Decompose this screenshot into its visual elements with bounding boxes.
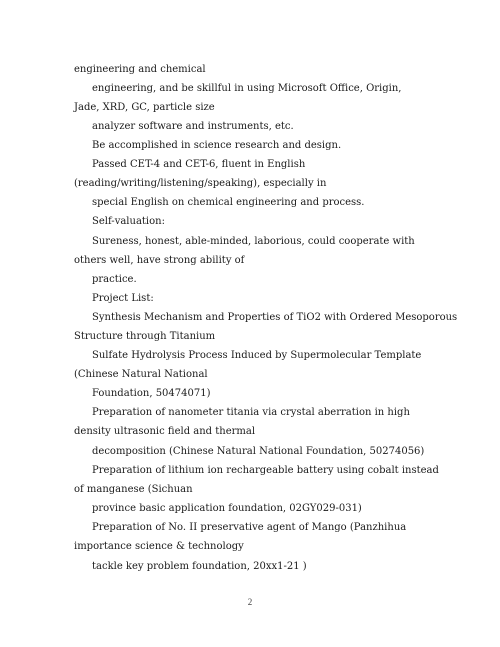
text-line-15: Structure through Titanium [74,331,216,342]
text-line-19: Preparation of nanometer titania via crystal aberration in high [92,407,410,418]
page-number: 2 [247,597,253,607]
text-line-21: decomposition (Chinese Natural National Foundation, 50274056) [92,446,425,457]
text-line-5: Be accomplished in science research and design. [92,140,342,151]
text-line-9: Self-valuation: [92,216,165,227]
text-line-6: Passed CET-4 and CET-6, fluent in English [92,159,306,170]
text-line-25: Preparation of No. II preservative agent of Mango (Panzhihua [92,522,407,533]
text-line-7: (reading/writing/listening/speaking), especially in [74,178,327,189]
text-line-14: Synthesis Mechanism and Properties of TiO2 with Ordered Mesoporous [92,312,458,323]
text-line-10: Sureness, honest, able-minded, laborious, could cooperate with [92,236,415,247]
text-line-2: engineering, and be skillful in using Microsoft Office, Origin, [92,83,402,94]
text-line-22: Preparation of lithium ion rechargeable battery using cobalt instead [92,465,439,476]
text-line-4: analyzer software and instruments, etc. [92,121,294,132]
text-line-8: special English on chemical engineering and process. [92,197,365,208]
text-line-20: density ultrasonic field and thermal [74,426,256,437]
text-line-24: province basic application foundation, 02GY029-031) [92,503,362,514]
text-line-27: tackle key problem foundation, 20xx1-21 ) [92,561,307,572]
text-line-13: Project List: [92,293,154,304]
text-line-1: engineering and chemical [74,64,206,75]
text-line-18: Foundation, 50474071) [92,388,211,399]
text-line-23: of manganese (Sichuan [74,484,193,495]
text-line-3: Jade, XRD, GC, particle size [74,102,215,113]
text-line-12: practice. [92,274,137,285]
text-line-26: importance science & technology [74,541,244,552]
text-line-16: Sulfate Hydrolysis Process Induced by Supermolecular Template [92,350,422,361]
text-line-11: others well, have strong ability of [74,255,245,266]
text-line-17: (Chinese Natural National [74,369,208,380]
